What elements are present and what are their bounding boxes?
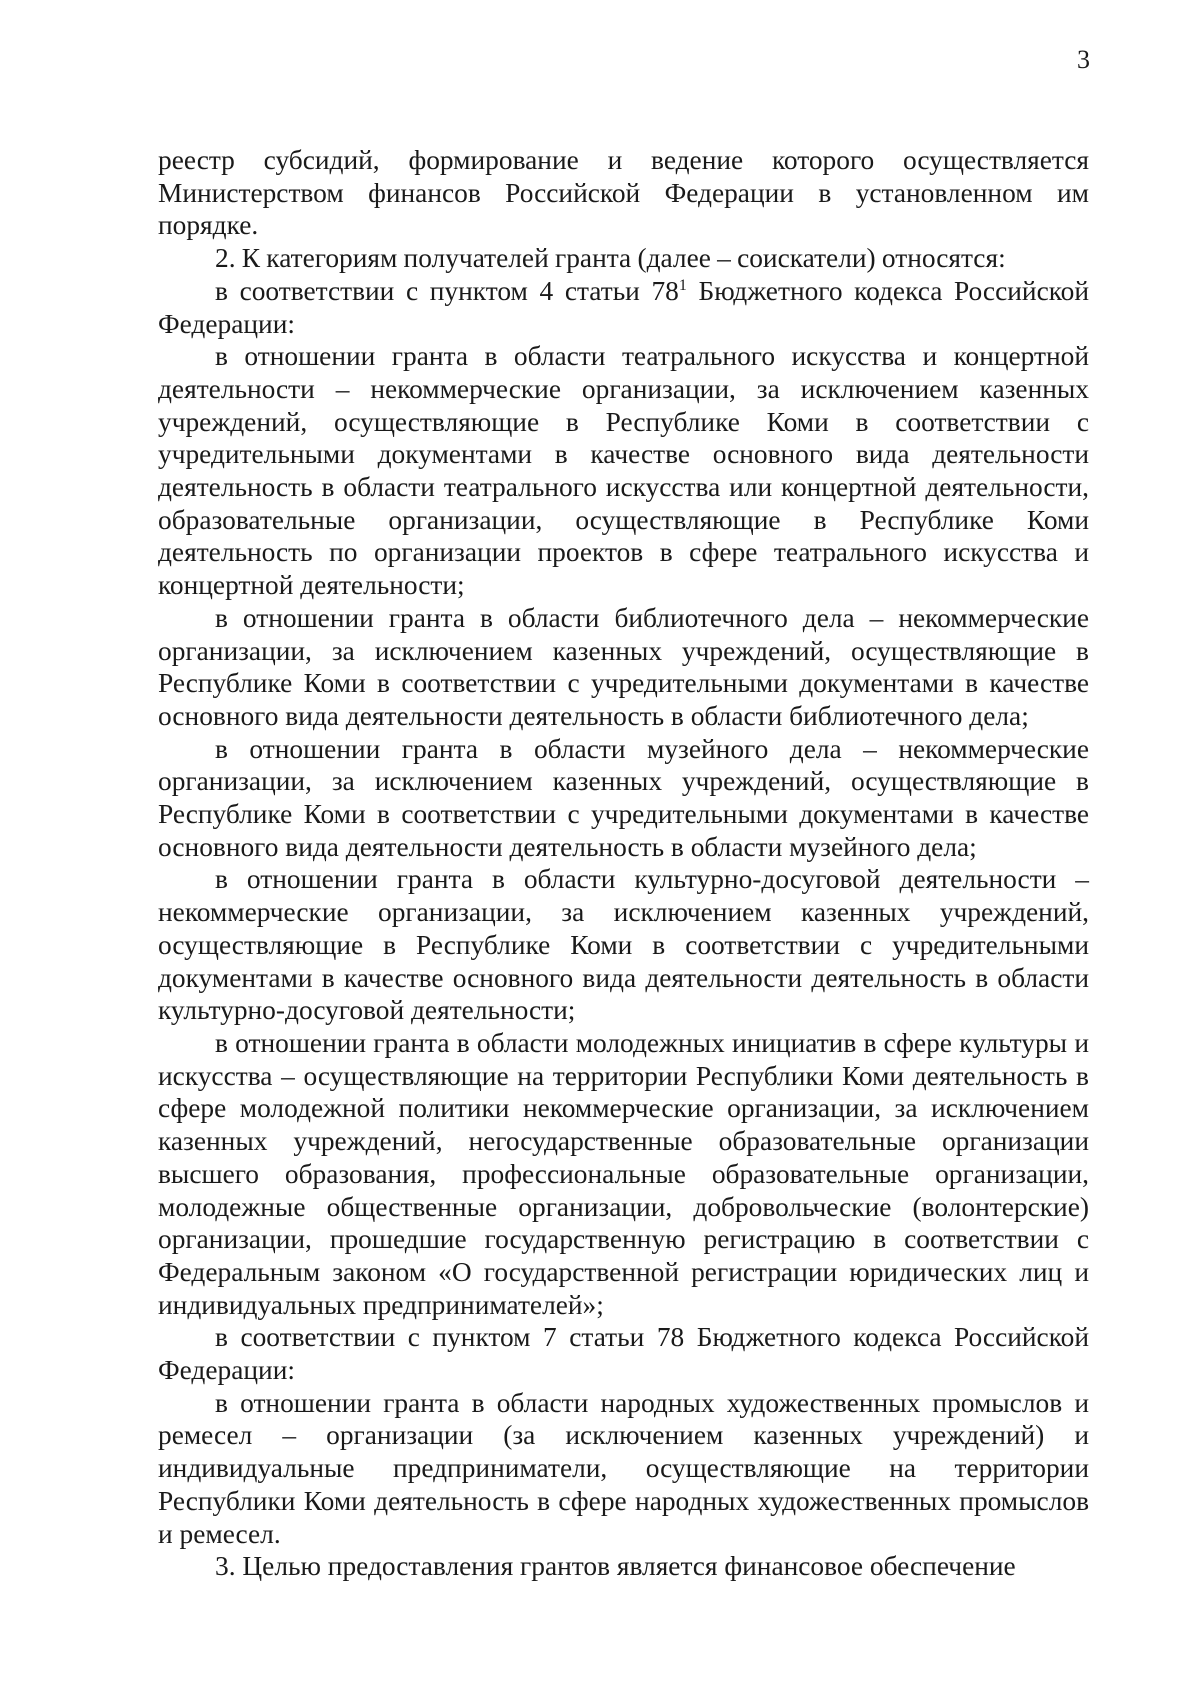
paragraph-registry-continuation: реестр субсидий, формирование и ведение которого осуществляется Министерством финансов Российской Федерации в установленном им порядке. <box>158 145 1089 241</box>
paragraph-leisure-grant: в отношении гранта в области культурно-досуговой деятельности – некоммерческие организации, за исключением казенных учреждений, осуществляющие в Республике Коми в соответствии с учредительными документами в качестве основного вида деятельности деятельность в области культурно-досуговой деятельности; <box>158 864 1089 1026</box>
paragraph-theatre-grant: в отношении гранта в области театрального искусства и концертной деятельности – некоммерческие организации, за исключением казенных учреждений, осуществляющие в Республике Коми в соответствии с учредительными документами в качестве основного вида деятельности деятельность в области театрального искусства или концертной деятельности, образовательные организации, осуществляющие в Республике Коми деятельность по организации проектов в сфере театрального искусства и концертной деятельности; <box>158 341 1089 601</box>
paragraph-clause-2: 2. К категориям получателей гранта (далее – соискатели) относятся: <box>215 243 1006 274</box>
document-body <box>158 144 1089 1583</box>
article-superscript: 1 <box>678 276 687 294</box>
article-reference-tail: Бюджетного кодекса Российской Федерации: <box>158 275 1089 339</box>
paragraph-museum-grant: в отношении гранта в области музейного дела – некоммерческие организации, за исключением казенных учреждений, осуществляющие в Республике Коми в соответствии с учредительными документами в качестве основного вида деятельности деятельность в области музейного дела; <box>158 733 1089 862</box>
paragraph-crafts-grant: в отношении гранта в области народных художественных промыслов и ремесел – организации (за исключением казенных учреждений) и индивидуальные предприниматели, осуществляющие на территории Республики Коми деятельность в сфере народных художественных промыслов и ремесел. <box>158 1387 1089 1549</box>
paragraph-article-78-7: в соответствии с пунктом 7 статьи 78 Бюджетного кодекса Российской Федерации: <box>158 1322 1089 1386</box>
paragraph-clause-3: 3. Целью предоставления грантов является финансовое обеспечение <box>215 1551 1016 1582</box>
paragraph-youth-grant: в отношении гранта в области молодежных инициатив в сфере культуры и искусства – осуществляющие на территории Республики Коми деятельность в сфере молодежной политики некоммерческие организации, за исключением казенных учреждений, негосударственные образовательные организации высшего образования, профессиональные образовательные организации, молодежные общественные организации, добровольческие (волонтерские) организации, прошедшие государственную регистрацию в соответствии с Федеральным законом «О государственной регистрации юридических лиц и индивидуальных предпринимателей»; <box>158 1027 1089 1320</box>
paragraph-article-78-1 <box>158 275 1089 340</box>
paragraph-library-grant: в отношении гранта в области библиотечного дела – некоммерческие организации, за исключением казенных учреждений, осуществляющие в Республике Коми в соответствии с учредительными документами в качестве основного вида деятельности деятельность в области библиотечного дела; <box>158 602 1089 731</box>
page-number: 3 <box>1077 45 1090 74</box>
article-reference-text: в соответствии с пунктом 4 статьи 78 <box>215 275 679 306</box>
